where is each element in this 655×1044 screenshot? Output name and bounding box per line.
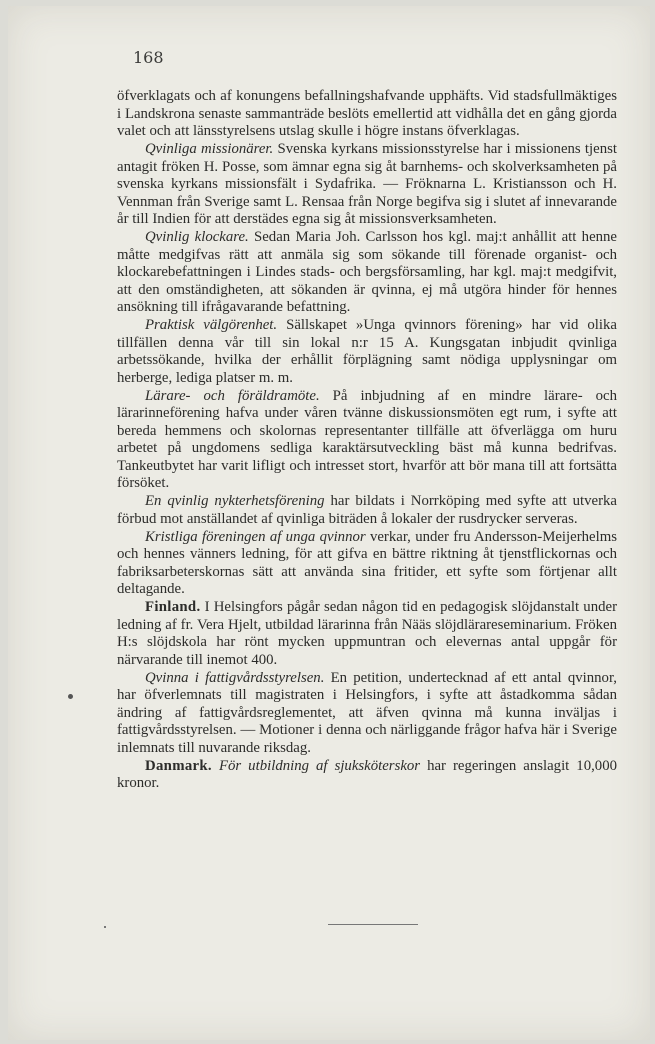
heading-klockare: Qvinlig klockare. bbox=[145, 229, 249, 245]
page-number: 168 bbox=[133, 48, 164, 67]
paragraph-missionarer bbox=[117, 141, 617, 229]
text-danmark: har regeringen anslagit 10,000 kronor. bbox=[117, 757, 617, 791]
paragraph-valgorenhet bbox=[117, 317, 617, 387]
document-page bbox=[8, 6, 650, 1040]
text-missionarer: Svenska kyrkans missionsstyrelse har i missionens tjenst antagit fröken H. Posse, som ämnar egna sig åt barnhems- och skolverksamheten på svenska kyrkans missionsfält i Sydafrika. — Fröknarna L. Kristiansson och H. Vennman från Sverige samt L. Rensaa från Norge begifva sig i slutet af innevarande år till Indien för att derstädes egna sig åt missionsverksamheten. bbox=[117, 141, 617, 227]
text-finland: I Helsingfors pågår sedan någon tid en pedagogisk slöjdanstalt under ledning af fr. Vera Hjelt, utbildad lärarinna från Nääs slöjdlärareseminarium. Fröken H:s slöjdskola har rönt mycken uppmuntran och elevernas antal uppgår för närvarande till inemot 400. bbox=[117, 599, 617, 668]
text-klockare: Sedan Maria Joh. Carlsson hos kgl. maj:t anhållit att henne måtte medgifvas rätt att anmäla sig som sökande till förenade organist- och klockarebefattningen i Lindes stads- och bergsförsamling, har kgl. maj:t medgifvit, att den omständigheten, att sökanden är qvinna, ej må utgöra hinder för hennes ansökning till ifrågavarande befattning. bbox=[117, 229, 617, 315]
paragraph-kristliga bbox=[117, 529, 617, 599]
paragraph-finland bbox=[117, 599, 617, 669]
paragraph-foraldramote bbox=[117, 388, 617, 493]
text-nykterhet: har bildats i Norrköping med syfte att utverka förbud mot anställandet af qvinliga biträden å lokaler der rusdrycker serveras. bbox=[117, 493, 617, 527]
paragraph-intro-text: öfverklagats och af konungens befallningshafvande upphäfts. Vid stadsfullmäktiges i Landskrona senaste sammanträde beslöts emellertid att vidhålla det en gång gjorda valet och att länsstyrelsens utslag skulle i högre instans öfverklagas. bbox=[117, 88, 617, 139]
paragraph-danmark bbox=[117, 758, 617, 793]
paragraph-intro bbox=[117, 88, 617, 141]
heading-danmark: Danmark. bbox=[145, 757, 212, 774]
heading-nykterhet: En qvinlig nykterhetsförening bbox=[145, 493, 325, 509]
heading-kristliga: Kristliga föreningen af unga qvinnor bbox=[145, 528, 366, 545]
end-rule bbox=[328, 924, 418, 925]
paragraph-nykterhet bbox=[117, 493, 617, 528]
text-fattigvard: En petition, undertecknad af ett antal qvinnor, har öfverlemnats till magistraten i Helsingfors, i syfte att åstadkomma sådan ändring af fattigvårdsreglementet, att äfven qvinna må kunna inväljas i fattigvårdsstyrelsen. — Motioner i denna och närliggande frågor hafva här i Sverige inlemnats till nuvarande riksdag. bbox=[117, 669, 617, 756]
margin-mark bbox=[68, 694, 73, 699]
text-foraldramote: På inbjudning af en mindre lärare- och lärarinneförening hafva under våren tvänne diskussionsmöten egt rum, i syfte att bereda hemmens och skolornas representanter tillfälle att öfverlägga om huru arbetet på ungdomens sedliga karaktärsutveckling bäst må kunna bedrifvas. Tankeutbytet har varit lifligt och intresset stort, hvarför att bör mana till att fortsätta försöket. bbox=[117, 387, 617, 491]
heading-finland: Finland. bbox=[145, 599, 201, 615]
text-kristliga: verkar, under fru Andersson-Meijerhelms och hennes vänners ledning, för att gifva en bättre riktning åt tjenstflickornas och fabriksarbeterskornas sätt att använda sina fritider, ett syfte som förtjenar allt deltagande. bbox=[117, 528, 617, 597]
heading-foraldramote: Lärare- och föräldramöte. bbox=[145, 387, 320, 404]
heading-missionarer: Qvinliga missionärer. bbox=[145, 141, 274, 157]
italic-sjukskoterskor: För utbildning af sjuksköterskor bbox=[218, 757, 421, 774]
paragraph-klockare bbox=[117, 229, 617, 317]
text-valgorenhet: Sällskapet »Unga qvinnors förening» har vid olika tillfällen denna vår till sin lokal n:r 15 A. Kungsgatan inbjudit qvinliga arbetssökande, hvilka der erhållit förplägning samt nödiga upplysningar om herberge, lediga platser m. m. bbox=[117, 317, 617, 386]
stray-dot bbox=[104, 926, 106, 928]
heading-fattigvard: Qvinna i fattigvårdsstyrelsen. bbox=[145, 669, 325, 686]
article-body bbox=[117, 88, 617, 793]
paragraph-fattigvard bbox=[117, 670, 617, 758]
heading-valgorenhet: Praktisk välgörenhet. bbox=[145, 317, 278, 333]
